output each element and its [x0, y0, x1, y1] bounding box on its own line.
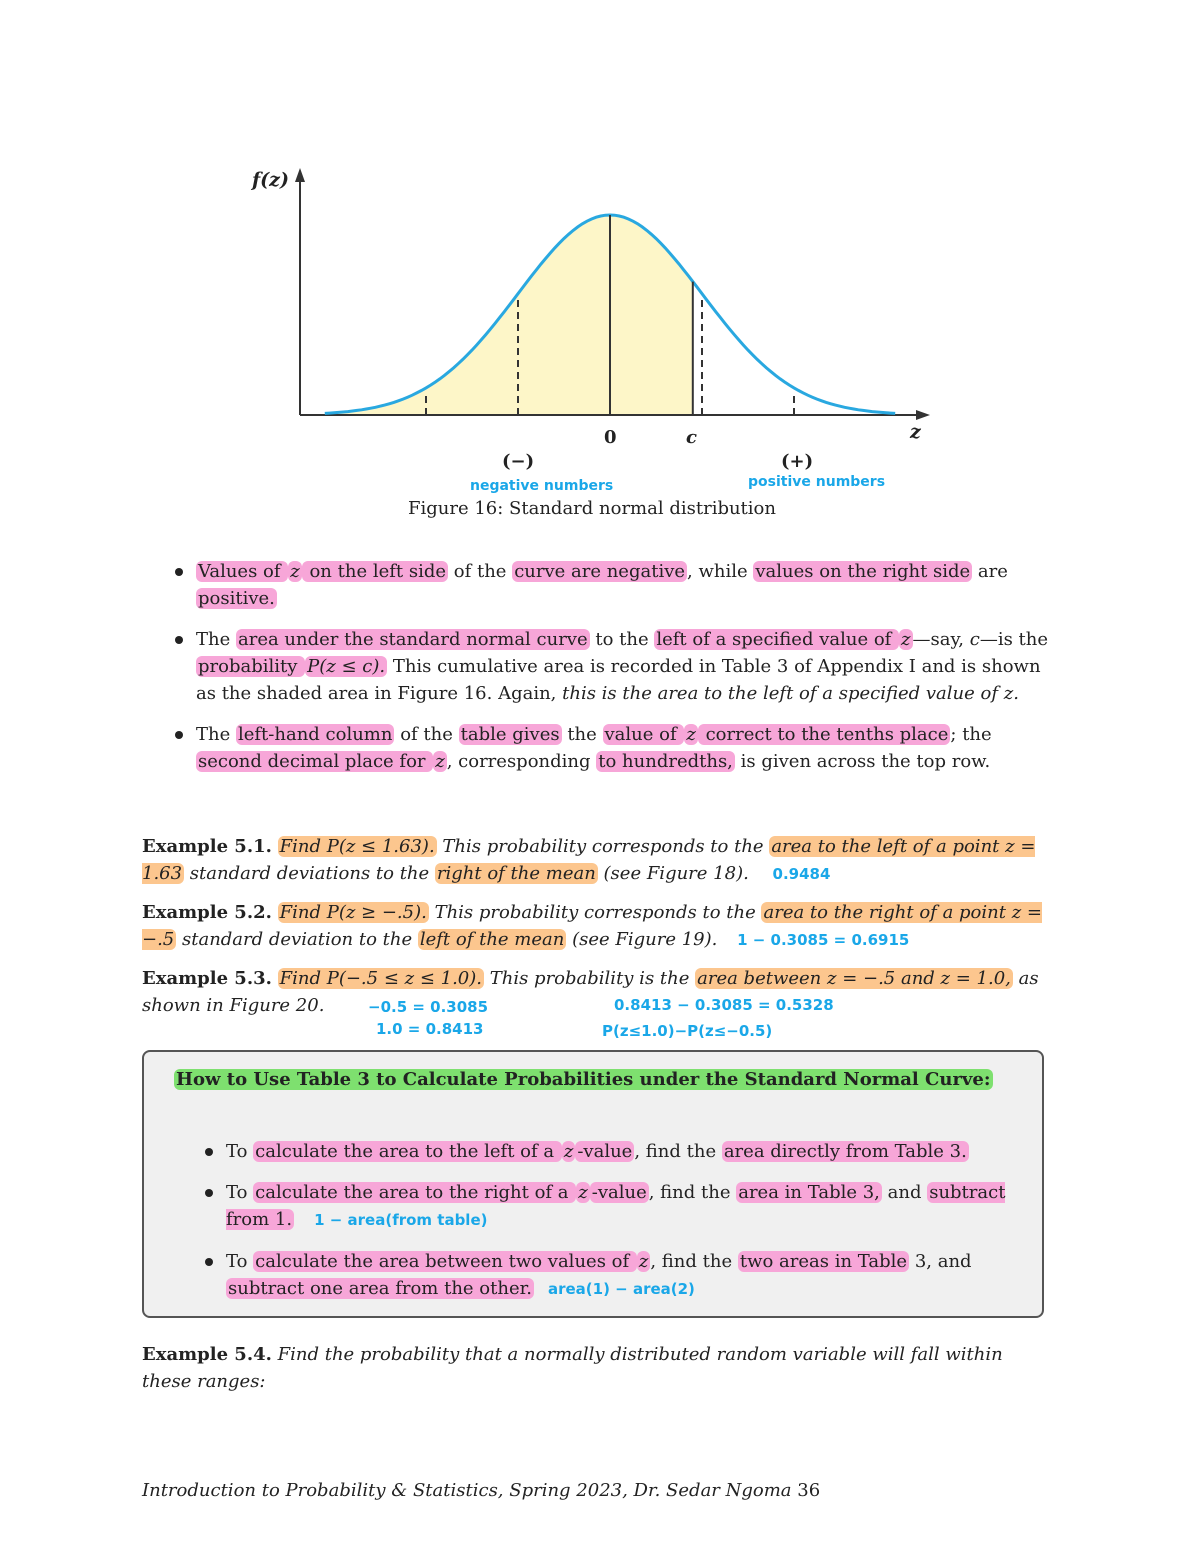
- highlighted-text: left of the mean: [419, 929, 565, 950]
- highlighted-text: Values of: [198, 561, 287, 582]
- highlighted-text: subtract from 1.: [226, 1182, 1006, 1230]
- normal-distribution-figure: [240, 160, 960, 500]
- text-segment: to the: [589, 629, 655, 650]
- text-segment: The: [196, 724, 236, 745]
- text-segment: and: [881, 1182, 928, 1203]
- highlighted-text: values on the right side: [755, 561, 971, 582]
- text-segment: This probability is the: [484, 968, 696, 989]
- example-text: [142, 836, 1035, 884]
- example-label: Example 5.4.: [142, 1344, 272, 1365]
- positive-label: (+): [781, 451, 814, 472]
- text-segment: standard deviations to the: [184, 863, 435, 884]
- example-label: Example 5.2.: [142, 902, 272, 923]
- highlighted-text: -value: [591, 1182, 647, 1203]
- example-5-4: [142, 1341, 1050, 1395]
- highlighted-text: area to the right of a point z = −.5: [142, 902, 1042, 950]
- page-footer: [142, 1480, 820, 1501]
- highlighted-text: positive.: [198, 588, 275, 609]
- highlighted-text: z: [578, 1182, 588, 1203]
- highlighted-text: calculate the area to the right of a: [255, 1182, 575, 1203]
- bullet-text: [196, 724, 992, 772]
- text-segment: of the: [394, 724, 459, 745]
- positive-note: positive numbers: [748, 474, 886, 490]
- zero-label: 0: [604, 427, 617, 448]
- highlighted-text: on the left side: [303, 561, 447, 582]
- highlighted-text: calculate the area to the left of a: [255, 1141, 560, 1162]
- text-segment: —say,: [912, 629, 970, 650]
- example-5-3: [142, 965, 1050, 1019]
- negative-label: (−): [502, 451, 535, 472]
- list-item: [172, 721, 1052, 775]
- highlighted-text: area under the standard normal curve: [237, 629, 588, 650]
- text-segment: , find the: [650, 1251, 738, 1272]
- bullet-text: [226, 1141, 969, 1162]
- text-segment: of the: [448, 561, 513, 582]
- text-segment: To: [226, 1251, 254, 1272]
- highlighted-text: z: [638, 1251, 649, 1272]
- x-axis-arrow: [916, 410, 930, 420]
- text-segment: is given across the top row.: [734, 751, 991, 772]
- handwritten-note: 1 − area(from table): [314, 1211, 488, 1229]
- figure-caption: Figure 16: Standard normal distribution: [408, 498, 776, 519]
- how-to-box: [142, 1050, 1044, 1318]
- text-segment: as shown in Figure 20.: [142, 968, 1039, 1016]
- highlighted-text: area between z = −.5 and z = 1.0,: [697, 968, 1011, 989]
- highlighted-text: to hundredths,: [598, 751, 733, 772]
- example-5-1: [142, 833, 1050, 888]
- highlighted-text: left of a specified value of: [656, 629, 898, 650]
- example-label: Example 5.1.: [142, 836, 272, 857]
- highlighted-text: Find P(z ≥ −.5).: [279, 902, 427, 923]
- bullet-text: [196, 629, 1048, 704]
- text-segment: To: [226, 1141, 254, 1162]
- footer-text: Introduction to Probability & Statistics, Spring 2023, Dr. Sedar Ngoma: [142, 1480, 792, 1501]
- x-axis-label: z: [910, 421, 921, 443]
- box-bullet-list: [202, 1138, 1012, 1317]
- handwritten-note: 1.0 = 0.8413: [376, 1020, 484, 1038]
- highlighted-text: left-hand column: [237, 724, 393, 745]
- y-axis-label: f(z): [252, 169, 289, 191]
- highlighted-text: P(z ≤ c).: [307, 656, 386, 677]
- highlighted-text: area directly from Table 3.: [723, 1141, 967, 1162]
- shaded-area: [325, 215, 693, 415]
- text-segment: the: [561, 724, 603, 745]
- handwritten-note: area(1) − area(2): [547, 1280, 695, 1298]
- highlighted-text: z: [563, 1141, 574, 1162]
- highlighted-text: z: [435, 751, 445, 772]
- negative-note: negative numbers: [470, 478, 614, 494]
- highlighted-text: Find P(z ≤ 1.63).: [279, 836, 435, 857]
- highlighted-text: area to the left of a point z = 1.63: [142, 836, 1036, 884]
- example-text: [142, 968, 1039, 1016]
- highlighted-text: right of the mean: [436, 863, 596, 884]
- text-segment: c: [969, 629, 980, 650]
- highlighted-text: area in Table 3,: [738, 1182, 880, 1203]
- text-segment: , corresponding: [446, 751, 597, 772]
- text-segment: , find the: [648, 1182, 737, 1203]
- text-segment: are: [972, 561, 1008, 582]
- text-segment: To: [226, 1182, 254, 1203]
- handwritten-note: −0.5 = 0.3085: [368, 998, 489, 1016]
- highlighted-text: calculate the area between two values of: [255, 1251, 635, 1272]
- text-segment: , while: [687, 561, 754, 582]
- list-item: [172, 626, 1052, 707]
- page-number: 36: [797, 1480, 821, 1501]
- text-segment: —is the: [979, 629, 1049, 650]
- list-item: [202, 1248, 1012, 1303]
- text-segment: , find the: [634, 1141, 722, 1162]
- text-segment: this is the area to the left of a specified value of z.: [562, 683, 1019, 704]
- bullet-list: [172, 558, 1052, 789]
- text-segment: This cumulative area is recorded in Table 3 of Appendix I and is shown as the shaded area in Figure 16. Again,: [196, 656, 1041, 704]
- highlighted-text: second decimal place for: [198, 751, 432, 772]
- text-segment: (see Figure 18).: [597, 863, 749, 884]
- y-axis-arrow: [295, 168, 305, 182]
- example-label: Example 5.3.: [142, 968, 272, 989]
- highlighted-text: subtract one area from the other.: [228, 1278, 532, 1299]
- list-item: [202, 1138, 1012, 1165]
- text-segment: (see Figure 19).: [566, 929, 718, 950]
- box-title-text: How to Use Table 3 to Calculate Probabilities under the Standard Normal Curve:: [176, 1069, 991, 1090]
- handwritten-note: 1 − 0.3085 = 0.6915: [737, 931, 910, 949]
- highlighted-text: curve are negative: [514, 561, 686, 582]
- highlighted-text: Find P(−.5 ≤ z ≤ 1.0).: [279, 968, 483, 989]
- handwritten-note: P(z≤1.0)−P(z≤−0.5): [602, 1022, 773, 1040]
- handwritten-note: 0.9484: [772, 865, 831, 883]
- example-text: Find the probability that a normally distributed random variable will fall within these ranges:: [142, 1344, 1003, 1392]
- c-label: c: [686, 427, 697, 448]
- list-item: [202, 1179, 1012, 1234]
- highlighted-text: z: [290, 561, 300, 582]
- text-segment: This probability corresponds to the: [428, 902, 762, 923]
- box-title: [174, 1066, 1019, 1093]
- handwritten-note: 0.8413 − 0.3085 = 0.5328: [614, 996, 834, 1014]
- highlighted-text: value of: [604, 724, 683, 745]
- bullet-text: [196, 561, 1008, 609]
- text-segment: The: [196, 629, 236, 650]
- highlighted-text: -value: [577, 1141, 633, 1162]
- highlighted-text: two areas in Table: [739, 1251, 908, 1272]
- highlighted-text: table gives: [460, 724, 560, 745]
- list-item: [172, 558, 1052, 612]
- text-segment: standard deviation to the: [176, 929, 418, 950]
- text-segment: This probability corresponds to the: [436, 836, 770, 857]
- highlighted-text: correct to the tenths place: [699, 724, 949, 745]
- text-segment: ; the: [950, 724, 992, 745]
- example-5-2: [142, 899, 1050, 954]
- text-segment: 3, and: [909, 1251, 972, 1272]
- highlighted-text: z: [901, 629, 911, 650]
- highlighted-text: z: [686, 724, 696, 745]
- highlighted-text: probability: [198, 656, 304, 677]
